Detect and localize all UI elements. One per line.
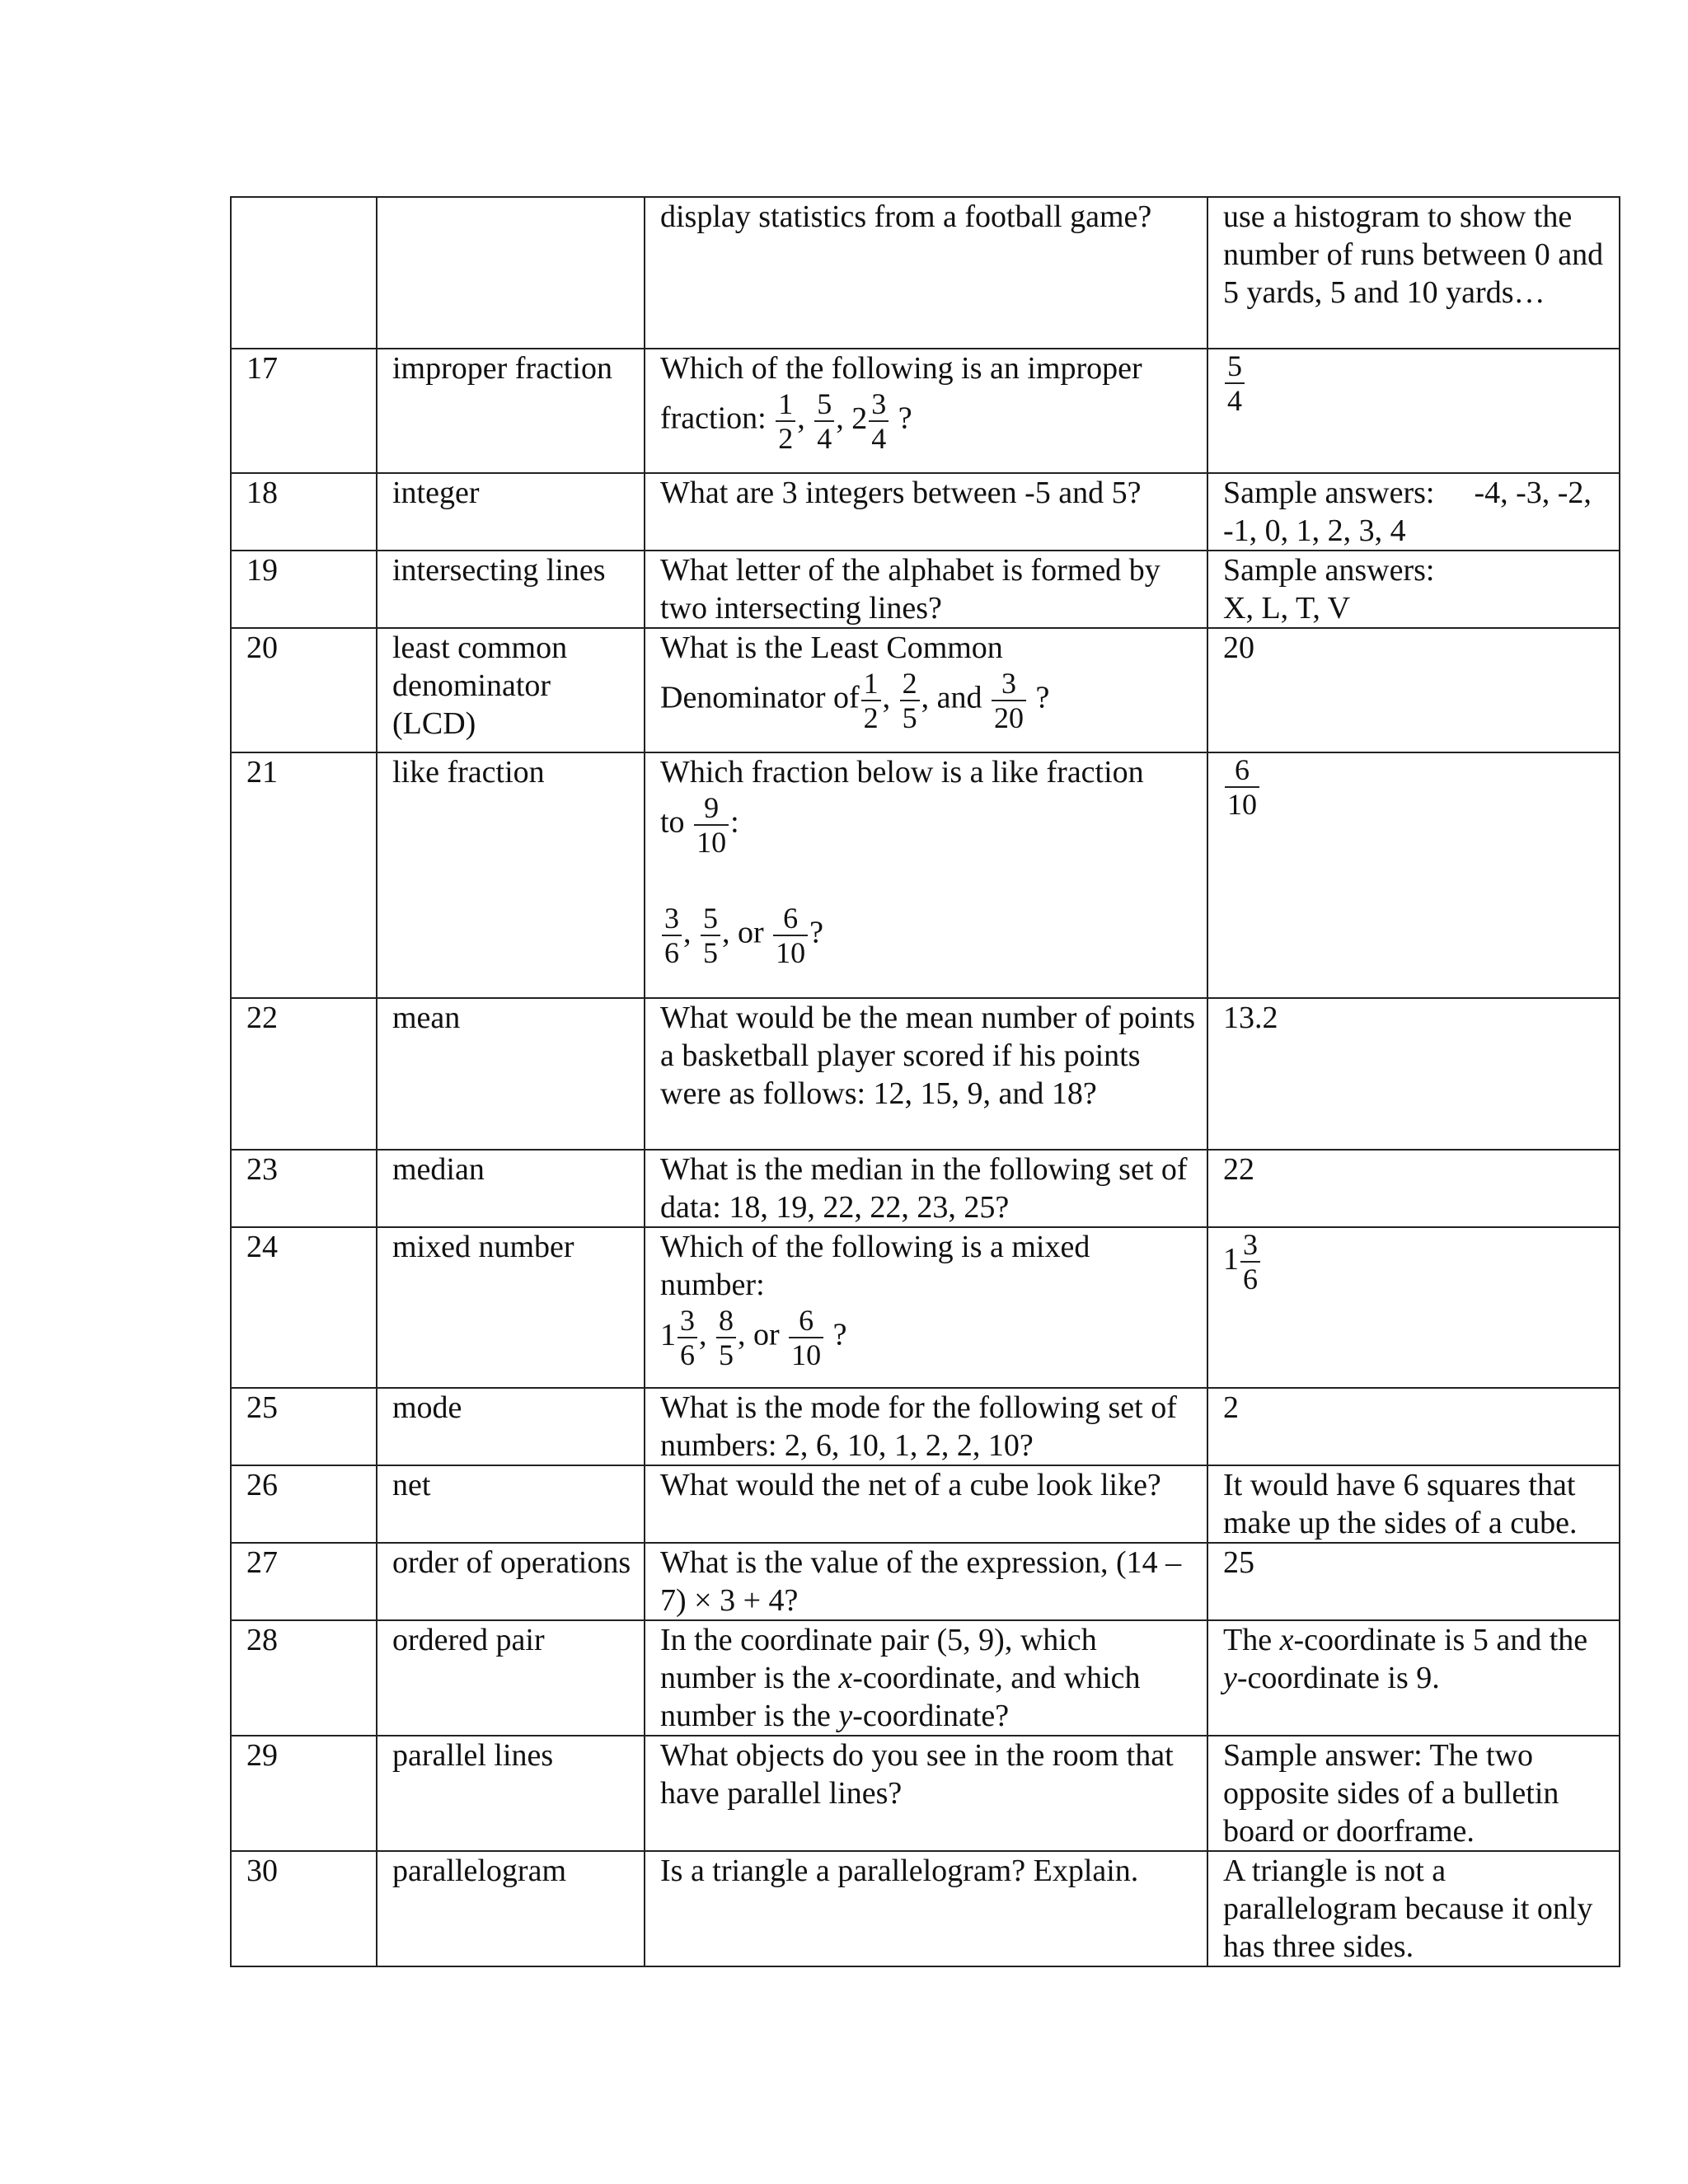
- row-answer: 22: [1207, 1150, 1620, 1227]
- fraction: $\frac{5}{5}$: [701, 902, 720, 969]
- row-question: What letter of the alphabet is formed by two intersecting lines?: [645, 551, 1207, 628]
- table-row: [231, 628, 1620, 752]
- row-question: Which fraction below is a like fraction to $\frac{9}{10}$ : $\frac{3}{6}$ , $\frac{5}{5}$ , or $\frac{6}{10}$ ?: [645, 752, 1207, 998]
- fraction: $\frac{1}{2}$: [776, 387, 795, 455]
- row-number: 20: [231, 628, 377, 752]
- row-answer: 13.2: [1207, 998, 1620, 1150]
- table-row: [231, 551, 1620, 628]
- table-row: [231, 998, 1620, 1150]
- fraction: $\frac{5}{4}$: [1225, 349, 1245, 417]
- table-row: [231, 1736, 1620, 1851]
- row-answer: 20: [1207, 628, 1620, 752]
- row-question: What is the median in the following set of data: 18, 19, 22, 22, 23, 25?: [645, 1150, 1207, 1227]
- row-number: 27: [231, 1543, 377, 1620]
- row-number: [231, 197, 377, 349]
- row-number: 24: [231, 1227, 377, 1388]
- row-answer: Sample answer: The two opposite sides of a bulletin board or doorframe.: [1207, 1736, 1620, 1851]
- row-question: Is a triangle a parallelogram? Explain.: [645, 1851, 1207, 1966]
- table-row: [231, 752, 1620, 998]
- row-number: 17: [231, 349, 377, 473]
- row-question: What is the Least Common Denominator of $\frac{1}{2}$ , $\frac{2}{5}$ , and $\frac{3}{20}$ ?: [645, 628, 1207, 752]
- row-number: 30: [231, 1851, 377, 1966]
- question-text: Which of the following is an improper fraction:: [660, 351, 1142, 436]
- fraction: $\frac{3}{6}$: [662, 902, 682, 969]
- row-term: mode: [377, 1388, 645, 1465]
- fraction: $\frac{8}{5}$: [716, 1304, 736, 1371]
- mixed-number: 2 $\frac{3}{4}$: [851, 401, 890, 436]
- fraction: $\frac{9}{10}$: [694, 791, 729, 859]
- row-term: parallel lines: [377, 1736, 645, 1851]
- fraction: $\frac{6}{10}$: [773, 902, 808, 969]
- fraction: $\frac{1}{2}$: [861, 667, 881, 734]
- row-term: like fraction: [377, 752, 645, 998]
- mixed-number: 1 $\frac{3}{6}$: [660, 1318, 699, 1352]
- row-number: 22: [231, 998, 377, 1150]
- row-number: 29: [231, 1736, 377, 1851]
- row-number: 28: [231, 1620, 377, 1736]
- row-term: integer: [377, 473, 645, 551]
- row-answer: 25: [1207, 1543, 1620, 1620]
- row-question: What objects do you see in the room that have parallel lines?: [645, 1736, 1207, 1851]
- row-number: 23: [231, 1150, 377, 1227]
- row-answer: use a histogram to show the number of runs between 0 and 5 yards, 5 and 10 yards…: [1207, 197, 1620, 349]
- row-question: Which of the following is an improper fraction: $\frac{1}{2}$ , $\frac{5}{4}$ , 2 $\frac{3}{4}$ ?: [645, 349, 1207, 473]
- fraction: $\frac{5}{4}$: [814, 387, 834, 455]
- row-answer: It would have 6 squares that make up the sides of a cube.: [1207, 1465, 1620, 1543]
- row-term: [377, 197, 645, 349]
- row-term: parallelogram: [377, 1851, 645, 1966]
- table-row: [231, 1851, 1620, 1966]
- row-answer: The x-coordinate is 5 and the y-coordinate is 9.: [1207, 1620, 1620, 1736]
- table-row: [231, 1543, 1620, 1620]
- table-row: [231, 349, 1620, 473]
- row-answer: Sample answers: -4, -3, -2, -1, 0, 1, 2, 3, 4: [1207, 473, 1620, 551]
- row-question: What is the value of the expression, (14 – 7) × 3 + 4?: [645, 1543, 1207, 1620]
- row-term: order of operations: [377, 1543, 645, 1620]
- row-number: 19: [231, 551, 377, 628]
- row-answer: [1207, 1227, 1620, 1388]
- row-number: 18: [231, 473, 377, 551]
- row-answer: 2: [1207, 1388, 1620, 1465]
- table-row: [231, 1227, 1620, 1388]
- row-question: What would the net of a cube look like?: [645, 1465, 1207, 1543]
- table-row: [231, 197, 1620, 349]
- row-question: Which of the following is a mixed number: 1 $\frac{3}{6}$ , $\frac{8}{5}$ , or $\frac{6}{10}$ ?: [645, 1227, 1207, 1388]
- table-row: [231, 1150, 1620, 1227]
- fraction: $\frac{3}{20}$: [992, 667, 1026, 734]
- row-term: intersecting lines: [377, 551, 645, 628]
- row-question: What would be the mean number of points a basketball player scored if his points were as follows: 12, 15, 9, and 18?: [645, 998, 1207, 1150]
- row-answer: Sample answers: X, L, T, V: [1207, 551, 1620, 628]
- row-term: net: [377, 1465, 645, 1543]
- row-question: display statistics from a football game?: [645, 197, 1207, 349]
- row-number: 26: [231, 1465, 377, 1543]
- row-question: What is the mode for the following set of numbers: 2, 6, 10, 1, 2, 2, 10?: [645, 1388, 1207, 1465]
- fraction: $\frac{2}{5}$: [900, 667, 920, 734]
- fraction-options: $\frac{3}{6}$ , $\frac{5}{5}$ , or $\frac{6}{10}$ ?: [660, 902, 1197, 969]
- row-answer: [1207, 752, 1620, 998]
- table-row: [231, 1388, 1620, 1465]
- row-answer: [1207, 349, 1620, 473]
- fraction: $\frac{6}{10}$: [789, 1304, 823, 1371]
- row-question: What are 3 integers between -5 and 5?: [645, 473, 1207, 551]
- row-answer: A triangle is not a parallelogram because it only has three sides.: [1207, 1851, 1620, 1966]
- table-row: [231, 1465, 1620, 1543]
- row-term: mixed number: [377, 1227, 645, 1388]
- row-term: mean: [377, 998, 645, 1150]
- row-term: ordered pair: [377, 1620, 645, 1736]
- row-term: least common denominator (LCD): [377, 628, 645, 752]
- mixed-number: 1 $\frac{3}{6}$: [1223, 1242, 1262, 1277]
- row-number: 25: [231, 1388, 377, 1465]
- fraction: $\frac{6}{10}$: [1225, 753, 1259, 821]
- row-question: In the coordinate pair (5, 9), which number is the x-coordinate, and which number is the y-coordinate?: [645, 1620, 1207, 1736]
- row-term: median: [377, 1150, 645, 1227]
- row-number: 21: [231, 752, 377, 998]
- table-row: [231, 1620, 1620, 1736]
- row-term: improper fraction: [377, 349, 645, 473]
- table-row: [231, 473, 1620, 551]
- vocabulary-table: [230, 196, 1620, 1967]
